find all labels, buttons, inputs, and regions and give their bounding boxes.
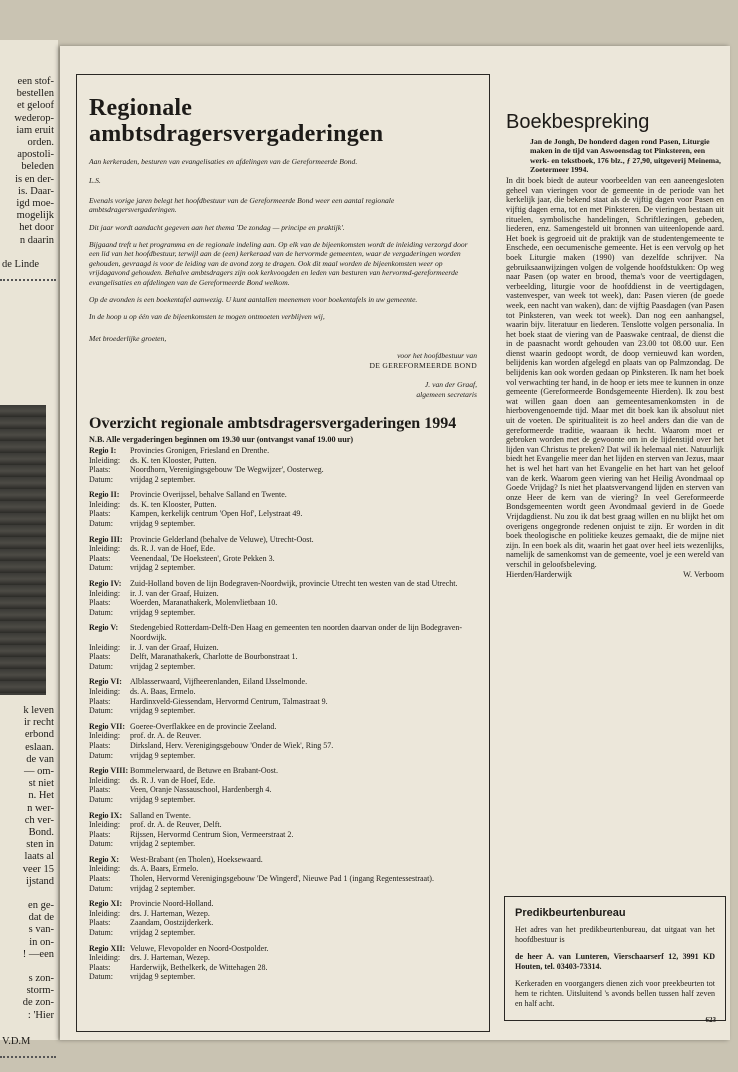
previous-page-line: s zon- [28,973,54,985]
regio-detail [89,475,477,485]
regio-label: Plaats: [89,740,111,750]
regio-value: drs. J. Harteman, Wezep. [130,953,210,963]
previous-page-signature: de Linde [2,258,40,270]
regio-detail [89,500,477,510]
previous-page-line: beleden [21,161,54,173]
regio-value: prof. dr. A. de Reuver. [130,731,202,741]
regio-entry [89,623,477,671]
regio-detail [89,662,477,672]
regio-label: Inleiding: [89,731,121,741]
regio-detail [89,519,477,529]
previous-page-line: is. Daar- [18,185,54,197]
letter-paragraph: Op de avonden is een boekentafel aanwezig. U kunt aantallen meenemen voor boekentafels in uw gemeente. [89,295,418,305]
regio-entry [89,722,477,760]
regio-detail [89,589,477,599]
regio-detail [89,652,477,662]
regio-value: vrijdag 2 september. [130,474,196,484]
regio-detail [89,598,477,608]
regio-entry [89,579,477,617]
regio-list [89,446,477,982]
regio-entry [89,446,477,484]
regio-entry [89,855,477,893]
regio-value: Woerden, Maranathakerk, Molenvlietbaan 10. [130,598,278,608]
previous-page-line: in on- [29,936,54,948]
salutation: L.S. [89,176,101,186]
regio-label: Datum: [89,474,113,484]
nb-note: N.B. Alle vergaderingen beginnen om 19.30 uur (ontvangst vanaf 19.00 uur) [89,434,354,444]
signature-role: algemeen secretaris [416,389,477,399]
signature-name: J. van der Graaf, [424,380,477,390]
book-review [506,111,724,579]
previous-page-line: ir recht [23,717,54,729]
previous-page-line: bestellen [16,88,54,100]
regio-entry [89,899,477,937]
previous-page-line: dat de [28,912,54,924]
regio-detail [89,963,477,973]
regio-value: Zaandam, Oostzijderkerk. [130,918,214,928]
previous-page-signature: V.D.M [2,1035,31,1047]
previous-page-line: mogelijk [16,210,54,222]
divider [0,1056,56,1064]
closing: Met broederlijke groeten, [89,333,167,343]
regio-value: Bommelerwaard, de Betuwe en Brabant-Oost. [130,766,278,776]
regio-detail [89,741,477,751]
previous-page-line: — om- [23,766,54,778]
regio-label: Plaats: [89,874,111,884]
previous-page-line: Bond. [28,827,54,839]
previous-page-line: : 'Hier [27,1009,54,1021]
regio-value: vrijdag 9 september. [130,706,196,716]
book-reference: Jan de Jongh, De honderd dagen rond Pasen, Liturgie maken in de tijd van Aswoensdag tot Pinksteren, een werk- en tekstboek, 176 blz., ƒ 27,90, uitgeverij Meinema, Zoetermeer 1994. [530,137,721,174]
regio-heading [89,766,477,776]
regio-heading [89,722,477,732]
regio-detail [89,972,477,982]
previous-page-line: storm- [26,985,54,997]
regio-label: Regio X: [89,854,119,864]
regio-detail [89,839,477,849]
signature-board [89,351,477,370]
regio-label: Plaats: [89,652,111,662]
regio-label: Datum: [89,928,113,938]
regio-detail [89,795,477,805]
regio-value: Veluwe, Flevopolder en Noord-Oostpolder. [130,943,269,953]
previous-page-line: een stof- [17,76,54,87]
regio-label: Regio IV: [89,579,122,589]
regio-value: Zuid-Holland boven de lijn Bodegraven-Noordwijk, provincie Utrecht ten westen van de stad Utrecht. [130,579,458,589]
regio-value: Hardinxveld-Giessendam, Hervormd Centrum, Talmastraat 9. [130,696,328,706]
regio-label: Plaats: [89,696,111,706]
regio-value: ir. J. van der Graaf, Huizen. [130,588,219,598]
regio-value: Dirksland, Herv. Verenigingsgebouw 'Onder de Wiek', Ring 57. [130,740,334,750]
signature-line: voor het hoofdbestuur van [397,351,477,361]
previous-page-line: eslaan. [25,741,54,753]
previous-page-line: de zon- [22,997,54,1009]
regio-value: prof. dr. A. de Reuver, Delft. [130,820,222,830]
regio-value: Provincie Gelderland (behalve de Veluwe), Utrecht-Oost. [130,534,314,544]
previous-page-line: ! —een [22,948,54,960]
letter-paragraph: Evenals vorige jaren belegt het hoofdbestuur van de Gereformeerde Bond weer een aantal regionale ambtsdragersvergaderingen. [89,195,395,215]
regio-entry [89,677,477,715]
regio-label: Datum: [89,750,113,760]
regio-label: Regio VIII: [89,766,129,776]
regio-detail [89,776,477,786]
regio-label: Regio IX: [89,810,123,820]
regio-label: Datum: [89,706,113,716]
regio-detail [89,687,477,697]
regio-value: ds. A. Baars, Ermelo. [130,864,199,874]
regio-value: vrijdag 9 september. [130,972,196,982]
regio-value: Provincies Gronigen, Friesland en Drenthe. [130,445,270,455]
regio-value: vrijdag 9 september. [130,607,196,617]
regio-value: vrijdag 2 september. [130,883,196,893]
regio-label: Inleiding: [89,775,121,785]
regio-label: Regio III: [89,534,123,544]
regio-label: Inleiding: [89,864,121,874]
regio-label: Datum: [89,563,113,573]
previous-page-line: apostoli- [17,149,54,161]
regio-value: vrijdag 2 september. [130,563,196,573]
regio-label: Plaats: [89,785,111,795]
previous-page-line: st niet [28,778,54,790]
previous-page-line: orden. [27,137,54,149]
divider [0,279,56,287]
regio-label: Inleiding: [89,455,121,465]
page-number: 623 [705,1016,716,1024]
previous-page-line: sten in [26,839,54,851]
previous-page-line: k leven [23,705,54,716]
regio-detail [89,884,477,894]
regio-label: Inleiding: [89,686,121,696]
predikbeurten-title: Predikbeurtenbureau [515,907,626,919]
regio-value: ds. A. Baas, Ermelo. [130,686,196,696]
previous-page-photo [0,405,46,695]
letter [89,176,477,343]
previous-page-line: s van- [28,924,54,936]
regio-value: Rijssen, Hervormd Centrum Sion, Vermeerstraat 2. [130,829,294,839]
regio-entry [89,766,477,804]
review-signature [506,570,724,580]
regio-detail [89,820,477,830]
regio-detail [89,456,477,466]
letter-paragraph: Bijgaand treft u het programma en de regionale indeling aan. Op elk van de bijeenkomsten wordt de inleiding verzorgd door een lid van het hoofdbestuur, terwijl aan de (een) kerkeraad van de hervormde gemeenten, waar de vergaderingen worden gehouden, gevraagd is voor de leiding van de avond zorg te dragen. Ook dit maal worden de bijeenkomsten weer op vrijdagavond gehouden. Behalve ambtsdragers zijn ook kerkvoogden en leden van besturen van hervormd-gereformeerde evangelisaties en afdelingen van de Gereformeerde Bond welkom. [89,240,468,287]
previous-page-line: ijstand [26,875,54,887]
regio-value: Noordhorn, Verenigingsgebouw 'De Wegwijzer', Oosterweg. [130,465,324,475]
regio-value: West-Brabant (en Tholen), Hoeksewaard. [130,854,263,864]
regio-heading [89,623,477,642]
announcement-box [76,74,490,1032]
predikbeurten-address: de heer A. van Lunteren, Vierschaarserf 12, 3991 KD Houten, tel. 03403-73314. [515,952,715,971]
regio-detail [89,918,477,928]
previous-page-strip [0,40,58,1047]
letter-paragraph: In de hoop u op één van de bijeenkomsten te mogen ontmoeten verblijven wij, [89,312,325,322]
regio-label: Plaats: [89,918,111,928]
regio-entry [89,944,477,982]
regio-value: vrijdag 9 september. [130,750,196,760]
previous-page-line: laats al [24,851,54,863]
regio-value: ds. R. J. van de Hoef, Ede. [130,775,216,785]
regio-label: Inleiding: [89,544,121,554]
regio-detail [89,731,477,741]
regio-label: Inleiding: [89,953,121,963]
regio-value: Delft, Maranathakerk, Charlotte de Bourbonstraat 1. [130,652,298,662]
regio-value: ds. K. ten Klooster, Putten. [130,455,217,465]
regio-detail [89,830,477,840]
regio-detail [89,608,477,618]
regio-label: Datum: [89,839,113,849]
previous-page-text [0,40,58,295]
regio-label: Plaats: [89,465,111,475]
regio-value: Provincie Noord-Holland. [130,899,214,909]
regio-detail [89,874,477,884]
regio-value: Alblasserwaard, Vijfheerenlanden, Eiland IJsselmonde. [130,677,308,687]
regio-detail [89,643,477,653]
regio-label: Regio VII: [89,721,126,731]
regio-value: Tholen, Hervormd Verenigingsgebouw 'De Wingerd', Nieuwe Pad 1 (ingang Regentessestraat). [130,874,434,884]
previous-page-line: erbond [24,729,54,741]
signature-organisation: DE GEREFORMEERDE BOND [369,360,477,370]
regio-label: Datum: [89,519,113,529]
regio-label: Regio VI: [89,677,122,687]
regio-label: Regio XI: [89,899,123,909]
magazine-page [60,46,730,1040]
previous-page-line: n. Het [28,790,54,802]
regio-label: Plaats: [89,962,111,972]
regio-label: Inleiding: [89,820,121,830]
regio-label: Inleiding: [89,908,121,918]
regio-value: Salland en Twente. [130,810,191,820]
regio-heading [89,677,477,687]
regio-value: Goeree-Overflakkee en de provincie Zeeland. [130,721,277,731]
regio-heading [89,944,477,954]
regio-label: Datum: [89,794,113,804]
review-author: W. Verboom [683,569,724,579]
regio-value: ds. R. J. van de Hoef, Ede. [130,544,216,554]
predikbeurten-intro: Het adres van het predikbeurtenbureau, dat uitgaat van het hoofdbestuur is [515,925,715,944]
regio-value: Veenendaal, 'De Hoeksteen', Grote Pekken 3. [130,553,275,563]
predikbeurten-note: Kerkeraden en voorgangers dienen zich voor preekbeurten tot hem te richten. Uitsluitend 's avonds bellen tussen half zeven en half acht. [515,979,715,1008]
regio-value: Harderwijk, Bethelkerk, de Wittehagen 28. [130,962,268,972]
previous-page-line: n daarin [19,234,54,246]
regio-detail [89,706,477,716]
regio-detail [89,751,477,761]
overview-title: Overzicht regionale ambtsdragersvergaderingen 1994 [89,414,457,432]
regio-detail [89,953,477,963]
previous-page-line: et geloof [16,100,54,112]
regio-heading [89,811,477,821]
regio-value: Kampen, kerkelijk centrum 'Open Hof', Lelystraat 49. [130,509,303,519]
page-title: Regionale ambtsdragersvergaderingen [89,95,384,147]
regio-detail [89,509,477,519]
previous-page-line: wederop- [14,112,54,124]
regio-value: vrijdag 2 september. [130,839,196,849]
regio-value: vrijdag 9 september. [130,519,196,529]
lede: Aan kerkeraden, besturen van evangelisaties en afdelingen van de Gereformeerde Bond. [89,157,358,166]
regio-label: Regio II: [89,490,120,500]
regio-label: Regio V: [89,623,119,633]
regio-detail [89,785,477,795]
previous-page-line: de van [26,753,54,765]
previous-page-line: igd moe- [16,198,54,210]
regio-value: Veen, Oranje Nassauschool, Hardenbergh 4. [130,785,272,795]
regio-detail [89,697,477,707]
previous-page-line: iam eruit [16,124,54,136]
previous-page-line: veer 15 [22,863,54,875]
previous-page-line: het door [19,222,54,234]
regio-value: ir. J. van der Graaf, Huizen. [130,642,219,652]
regio-heading [89,490,477,500]
regio-label: Regio I: [89,445,117,455]
regio-value: vrijdag 2 september. [130,661,196,671]
regio-label: Inleiding: [89,588,121,598]
regio-heading [89,899,477,909]
regio-label: Plaats: [89,553,111,563]
regio-label: Plaats: [89,509,111,519]
previous-page-line: en ge- [28,900,54,912]
regio-detail [89,928,477,938]
letter-paragraph: Dit jaar wordt aandacht gegeven aan het thema 'De zondag — principe en praktijk'. [89,222,345,232]
regio-entry [89,811,477,849]
regio-entry [89,535,477,573]
regio-label: Regio XII: [89,943,126,953]
regio-label: Plaats: [89,829,111,839]
regio-label: Inleiding: [89,642,121,652]
regio-detail [89,864,477,874]
regio-detail [89,563,477,573]
regio-heading [89,579,477,589]
predikbeurten-box [504,896,726,1021]
regio-detail [89,909,477,919]
regio-label: Datum: [89,883,113,893]
regio-label: Datum: [89,661,113,671]
regio-label: Datum: [89,607,113,617]
review-body: In dit boek biedt de auteur voorbeelden van een aaneengesloten geheel van vieringen voor de gemeente in de periode van het kerkelijk jaar, die bekend staat als de vijftig dagen voor Pasen en vijftig dagen erna, tot en met Pinksteren. De vieringen bestaan uit rituelen, symbolische handelingen, Schriftlezingen, gebeden, liederen, enz. Samengesteld uit bronnen van uiteenlopende aard. Het boek is gegroeid uit de praktijk van de studentengemeente te Enschede, een oecumenische gemeente. Het is een vervolg op het boek Liturgie maken (1990) van dezelfde schrijver. Na gebruiksaanwijzingen volgen de volgende hoofdstukken: Op weg naar Pasen (op water en brood, thema's voor de veertigdagen, verbeelding, liturgie voor de hoofddienst in de veertigdagen, vastenvesper, van week tot week), dan: Pasen vieren (de goede week, een nacht van waken), dan: de vijftig Paasdagen (van Pasen tot Pinksteren, van week tot week). Dan nog een aanhangsel, waarin bijv. literatuur en liederen. Tenslotte volgen personalia. In het boek staat de viering van de Paaswake centraal, de dienst die in de paasnacht wordt gehouden van 23.00 tot 08.00 uur. Een dienst waarin gedoopt wordt, de doop vernieuwd kan worden, belijdenis kan worden afgelegd en plaats van op Palmzondag. De belijdenis kan ook worden gedaan op Pinksteren. Ik nam het boek vol verwachting ter hand, in de hoop er iets mee te kunnen in onze gemeente (Gereformeerde Bondsgemeente Hierden). Ik zou best wat willen gaan doen aan gemeentesamenkomsten in de hierbovengenoemde tijd. Maar met dit boek kan ik absoluut niet uit de voeten. De spiritualiteit is zo heel anders dan die van de gereformeerde traditie, waaraan ik hecht. Waarom moet er gebroken worden met de gewoonte om in de lijdenstijd over het lijden van Christus te preken? Dat wil ik helemaal niet. Natuurlijk biedt het Evangelie meer dan het lijden en sterven van Jezus, maar het is wel het hart van het Evangelie en het hart van het geloof van de kerk. Waarom geen viering van het Heilig Avondmaal op Goede Vrijdag? Is niet het plaatsvervangend lijden en sterven van onze Heer de kern van de viering? In veel Gereformeerde Bondsgemeenten wordt geen Avondmaal gevierd in de Goede Vrijdagdienst. Nu zou ik dat best graag willen en nu blijkt het om overigens ongegronde redenen onjuist te zijn. Er worden in dit boek theologische en politieke keuzes gemaakt, die de mijne niet zijn. In een boek als dit, waarin het gaat over heel iets wezenlijks, namelijk de samenkomst van de gemeente, voel je een wereld van verschil in geloofsbeleving. [506,176,724,569]
review-place: Hierden/Harderwijk [506,569,572,579]
regio-detail [89,544,477,554]
regio-value: ds. K. ten Klooster, Putten. [130,499,217,509]
regio-label: Plaats: [89,598,111,608]
signature-secretary [89,380,477,399]
review-title: Boekbespreking [506,111,650,133]
regio-value: drs. J. Harteman, Wezep. [130,908,210,918]
previous-page-line: is en der- [15,173,54,185]
previous-page-line: n wer- [27,802,54,814]
regio-value: vrijdag 9 september. [130,794,196,804]
regio-value: Stedengebied Rotterdam-Delft-Den Haag en gemeenten ten noorden daarvan onder de lijn Bodegraven-Noordwijk. [130,623,463,642]
regio-heading [89,855,477,865]
regio-label: Datum: [89,972,113,982]
regio-label: Inleiding: [89,499,121,509]
regio-value: vrijdag 2 september. [130,928,196,938]
regio-entry [89,490,477,528]
regio-detail [89,554,477,564]
regio-value: Provincie Overijssel, behalve Salland en Twente. [130,490,287,500]
regio-heading [89,535,477,545]
regio-heading [89,446,477,456]
previous-page-line: ch ver- [24,814,54,826]
regio-detail [89,465,477,475]
